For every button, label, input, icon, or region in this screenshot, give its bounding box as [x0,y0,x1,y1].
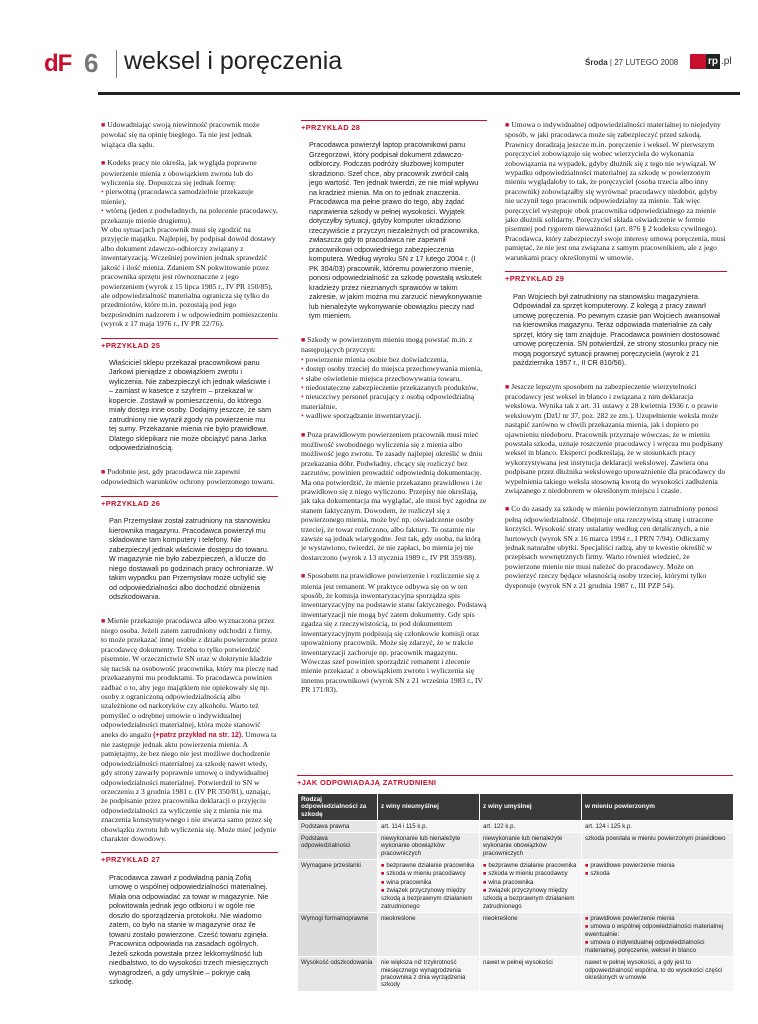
list-item: • wadliwe sporządzanie inwentaryzacji. [301,411,422,421]
table-cell: art. 114 i 115 k.p. [378,820,480,832]
liability-table [297,793,734,992]
liability-table-box [297,775,733,992]
table-cell: ■ prawidłowe powierzenie mienia ■ umowa o wspólnej odpowiedzialności materialnej ewentualnie: ■ umowa o indywidualnej odpowiedzialności materialnej, poręczenie, weksel in blanco [582,912,734,956]
example-box [301,120,487,325]
example-box [101,852,278,990]
table-header-cell: z winy umyślnej [480,794,582,821]
table-cell: niewykonanie lub nienależyte wykonanie obowiązków pracowniczych [480,833,582,860]
paragraph: ■ Jeszcze lepszym sposobem na zabezpieczenie wierzytelności pracodawcy jest weksel in blanco i związana z nim deklaracja wekslowa. Wynika tak z art. 31 ustawy z 28 kwietnia 1936 r. o prawie wekslowym (DzU nr 37, poz. 282 ze zm.). Uzupełnienie weksla może nastąpić zarówno w chwili przekazania mienia, jak i dopiero po ujawnieniu niedoboru. Pracownik przyznaje wówczas, że w mieniu powstała szkoda, uznaje roszczenie pracodawcy i wręcza mu podpisany weksel in blanco. Eksperci podkreślają, że w stosunkach pracy wykorzystywana jest instytucja deklaracji wekslowej. Zawiera ona podpisane przez dłużnika wekslowego upoważnienie dla pracodawcy do wypełnienia takiego weksla stosowną kwotą do wysokości zadłużenia związanego z niedoborem w określonym miejscu i czasie. [505,381,726,495]
table-cell: Podstawa odpowiedzialności [298,833,378,860]
example-heading: +PRZYKŁAD 27 [101,852,278,864]
issue-day: Środa [585,58,608,67]
list-item: • pierwotną (pracodawca samodzielnie przekazuje mienie), [101,187,254,206]
table-cell: Wymogi formalnoprawne [298,912,378,956]
page-number: 6 [84,48,99,78]
table-cell: ■ bezprawne działanie pracownika ■ szkoda w mieniu pracodawcy ■ wina pracownika ■ związek przyczynowy między szkodą a bezprawnym działaniem zatrudnionego [480,860,582,913]
table-header-row [298,794,734,821]
paragraph: ■ Umowa o indywidualnej odpowiedzialności materialnej to niejedyny sposób, w jaki pracodawca może się zabezpieczyć przed szkodą. Prawnicy doradzają jeszcze m.in. poręczenie i weksel. W pierwszym poręczyciel zobowiązuje się wobec wierzyciela do wykonania zobowiązania na wypadek, gdyby dłużnik się z tego nie wywiązał. W wypadku odpowiedzialności materialnej za szkodę w powierzonym mieniu wyglądałoby to tak, że poręczyciel (osoba trzecia albo inny pracownik) zobowiązałby się wyrównać pracodawcy niedobór, gdyby nie uczynił tego pracownik odpowiedzialny za mienie. Tak więc poręczyciel występuje obok pracownika odpowiedzialnego za mienie jako dłużnik solidarny. Poręczyciel składa oświadczenie w formie pisemnej pod rygorem nieważności (art. 876 § 2 kodeksu cywilnego). Pracodawca, który zabezpieczył swoje interesy umową poręczenia, musi pamiętać, że nie jest ona związana z samym pracownikiem, ale z jego warunkami pracy określonymi w umowie. [505,120,726,262]
paragraph: ■ Mienie przekazuje pracodawca albo wyznaczona przez niego osoba. Jeżeli zatem zatrudniony odchodzi z firmy, to może przekazać innej osobie z działu powierzone przez pracodawcę dokumenty. Trzeba to tylko potwierdzić pisemnie. W orzecznictwie SN oraz w doktrynie kładzie się nacisk na osobowość pracownika, który ma pieczę nad przekazanymi mu produktami. To pracodawca powinien zadbać o to, aby jego majątkiem nie opiekowały się np. osoby z ograniczoną odpowiedzialnością albo uzależnione od narkotyków czy alkoholu. Warto też pomyśleć o odrębnej umowie o indywidualnej odpowiedzialności materialnej, która może stanowić aneks do angażu (+patrz przykład na str. 12). Umowa ta nie zastępuje jednak aktu powierzenia mienia. A pamiętajmy, że bez niego nie jest możliwe dochodzenie odpowiedzialności materialnej za szkodę nawet wtedy, gdy strony zawarły poprawnie umowę o indywidualnej odpowiedzialności materialnej. Potwierdził to SN w orzeczeniu z 3 grudnia 1981 r. (IV PR 350/81), uznając, że podpisanie przez pracownika deklaracji o przyjęciu odpowiedzialności za wyliczenie się z mienia nie ma znaczenia konstytutywnego i nie stwarza samo przez się obowiązku zwrotu lub wyliczenia się. Może mieć jedynie charakter dowodowy. [101,615,278,843]
paragraph: ■ Kodeks pracy nie określa, jak wygląda poprawne powierzenie mienia z obowiązkiem zwrotu lub do wyliczenia się. Dopuszcza się jednak formę: [101,158,257,188]
rp-logo-icon [690,54,706,69]
table-row [298,820,734,832]
example-heading: +PRZYKŁAD 28 [301,120,487,132]
table-cell: nawet w pełnej wysokości [480,957,582,991]
list-item: • nieuczciwy personel pracujący z osobą odpowiedzialną materialnie, [301,392,475,411]
example-heading: +PRZYKŁAD 26 [101,496,278,508]
brand-logo: dF [44,50,72,77]
header-rule [98,92,740,95]
table-cell: ■ prawidłowe powierzenie mienia ■ szkoda [582,860,734,913]
page-header [0,0,758,92]
list-item: • wtórną (jeden z podwładnych, na polecenie pracodawcy, przekazuje mienie drugiemu). [101,206,278,225]
table-cell: nie większa niż trzykrotność miesięcznego wynagrodzenia pracownika z dnia wyrządzenia szkody [378,957,480,991]
table-cell: nieokreślone [378,912,480,956]
paragraph: ■ Podobnie jest, gdy pracodawca nie zapewni odpowiednich warunków ochrony powierzonego towaru. [101,466,275,487]
paragraph: ■ Szkody w powierzonym mieniu mogą powstać m.in. z następujących przyczyn: [301,334,473,355]
list-item: • słabe oświetlenie miejsca przechowywania towaru, [301,373,462,383]
issue-date: Środa | 27 LUTEGO 2008 [585,58,679,67]
table-cell: niewykonanie lub nienależyte wykonanie obowiązków pracowniczych [378,833,480,860]
section-title: weksel i poręczenia [124,47,343,75]
column-2 [301,120,487,704]
example-heading: +PRZYKŁAD 25 [101,338,278,350]
paragraph: ■ Sposobem na prawidłowe powierzenie i rozliczenie się z mienia jest remanent. W praktyce odbywa się on w ten sposób, że komisja inwentaryzacyjna sporządza spis inwentaryzacyjny na podstawie stanu faktycznego. Podstawą inwentaryzacji nie mogą być zatem dokumenty. Gdy spis zgadza się z rzeczywistością, to pod dokumentem inwentaryzacyjnym podpisują się członkowie komisji oraz upoważniony pracownik. Może się zdarzyć, że w trakcie inwentaryzacji zachoruje np. pracownik magazynu. Wówczas szef powinien sporządzić remanent i zlecenie mienie przekazać z obowiązkiem zwrotu i wyliczenia się innemu pracownikowi (wyrok SN z 21 września 1983 r., IV PR 171/83). [301,571,487,695]
site-pl: .pl [721,56,732,67]
example-text: Pan Wojciech był zatrudniony na stanowisku magazyniera. Odpowiadał za sprzęt komputerowy. Z kolegą z pracy zawarł umowę poręczenia. Po pewnym czasie pan Wojciech awansował na kierownika magazynu. Teraz odpowiada materialnie za cały sprzęt, który się tam znajduje. Pracodawca powinien dostosować umowę poręczenia. SN potwierdził, że strony stosunku pracy nie mogą pogorszyć sytuacji prawnej poręczyciela (wyrok z 21 października 1957 r., II CR 810/56). [513,291,720,367]
paragraph: W obu sytuacjach pracownik musi się zgodzić na przyjęcie majątku. Najlepiej, by podpisał dowód dostawy albo dokument zdawczo-odbiorczy związany z inwentaryzacją. Wcześniej powinien jednak sprawdzić jakość i ilość mienia. Zdaniem SN pokwitowanie przez pracownika sprzętu jest równoznaczne z jego powierzeniem (wyrok z 15 lipca 1985 r., IV PR 150/85), ale odpowiedzialność materialna ogranicza się tylko do przedmiotów, które m.in. pozostają pod jego bezpośrednim nadzorem i w odpowiednim pomieszczeniu (wyrok z 17 maja 1976 r., IV PR 22/76). [101,225,278,329]
column-3 [505,120,727,599]
column-1 [101,120,278,1001]
table-cell: art. 124 i 125 k.p. [582,820,734,832]
table-cell: nieokreślone [480,912,582,956]
table-row [298,912,734,956]
header-divider [116,50,117,78]
table-header-cell: Rodzaj odpowiedzialności za szkodę [298,794,378,821]
cross-reference-link[interactable]: (+patrz przykład na str. 12). [153,731,244,739]
list-item: • niedostateczne zabezpieczenie przekazanych produktów, [301,382,479,392]
table-row [298,957,734,991]
table-cell: Wymagane przesłanki [298,860,378,913]
issue-date-text: 27 LUTEGO 2008 [614,58,679,67]
list-item: • dostęp osoby trzeciej do miejsca przechowywania mienia, [301,364,483,374]
example-text: Pracodawca zawarł z podwładną panią Zofią umowę o wspólnej odpowiedzialności materialnej. Miała ona odpowiadać za towar w magazynie. Nie pokwitowała jednak jego odbioru i w ogóle nie doszło do sporządzenia protokołu. Nie wiadomo zatem, co było na stanie w magazynie oraz ile towaru zostało powierzone. Cześć towaru zginęła. Pracownica odpowiada na zasadach ogólnych. Jeżeli szkoda powstała przez lekkomyślność lub niedbalstwo, to do wysokości trzech miesięcznych wynagrodzeń, a gdy umyślnie – pokryje całą szkodę. [109,872,269,987]
paragraph: ■ Co do zasady za szkodę w mieniu powierzonym zatrudniony ponosi pełną odpowiedzialność. Obejmuje ona rzeczywistą stratę i utracone korzyści. Wysokość straty ustalamy według cen detalicznych, a nie hurtowych (wyrok SN z 16 marca 1994 r., I PRN 7/94). Odliczamy jednak naturalne ubytki. Specjaliści radzą, aby te kwestie określić w przepisach wewnętrznych firmy. Warto również wiedzieć, że powierzone mienie nie musi należeć do pracodawcy. Może on powierzyć rzeczy będące własnością osoby trzeciej, którymi tylko dysponuje (wyrok SN z 21 grudnia 1987 r., III PZP 54). [505,504,719,590]
example-box [101,338,278,457]
example-heading: +PRZYKŁAD 29 [505,271,727,283]
table-cell: szkoda powstała w mieniu powierzonym prawidłowo [582,833,734,860]
list-item: • powierzenie mienia osobie bez doświadczenia, [301,354,448,364]
example-box [101,496,278,606]
table-header-cell: w mieniu powierzonym [582,794,734,821]
example-box [505,271,727,371]
table-cell: Wysokość odszkodowania [298,957,378,991]
table-header-cell: z winy nieumyślnej [378,794,480,821]
table-row [298,833,734,860]
table-cell: art. 122 k.p. [480,820,582,832]
table-title: +JAK ODPOWIADAJĄ ZATRUDNIENI [297,775,733,787]
paragraph: ■ Poza prawidłowym powierzeniem pracownik musi mieć możliwość swobodnego wyliczenia się z mienia albo możliwość jego zwrotu. Te zasady najlepiej określić w dniu przekazania dóbr. Podwładny, chcący się rozliczyć bez zarzutów, powinien prowadzić odpowiednią dokumentację. Ma ona potwierdzić, że mienie przekazano prawidłowo i że prawidłowo się z niego wyliczono. Przepisy nie określają, jak taka dokumentacja ma wyglądać, ale musi być zgodna ze stanem faktycznym. Dowodem, że rozliczył się z powierzonego mienia, może być np. oświadczenie osoby trzeciej, że towar rozliczono, albo faktury. Te ostatnie nie zawsze są jednak wiarygodne. Jest tak, gdy osoba, na którą je wystawiono, twierdzi, że nie zapłaci, bo mienia jej nie dostarczono (wyrok z 13 stycznia 1989 r., IV PR 359/88). [301,429,487,562]
example-text: Właściciel sklepu przekazał pracownikowi panu Jarkowi pieniądze z obowiązkiem zwrotu i wyliczenia. Nie zabezpieczył ich jednak właściwie i – zamiast w kasetce z szyfrem – przekazał w kopercie. Zostawił w pomieszczeniu, do którego miały dostęp inne osoby. Dodajmy jeszcze, że sam zatrudniony nie wyraził zgody na powierzenie mu tej sumy. Przekazanie mienia nie było prawidłowe. Dlatego sklepikarz nie może obciążyć pana Jarka odpowiedzialnością. [109,357,272,453]
table-cell: nawet w pełnej wysokości, a gdy jest to odpowiedzialność wspólna, to do wysokości części określonych w umowie [582,957,734,991]
example-text: Pracodawca powierzył laptop pracownikowi panu Grzegorzowi, który podpisał dokument zdawczo-odbiorczy. Podczas podróży służbowej komputer skradziono. Szef chce, aby pracownik zwrócił całą jego wartość. Ten jednak twierdzi, że nie miał wpływu na kradzież mienia. Ma on to jednak znaczenia. Pracodawca ma pełne prawo do tego, aby żądać naprawienia szkody w pełnej wysokości. Wyjątek dotyczyłby sytuacji, gdyby komputer ukradziono rzeczywiście z przyczyn niezależnych od pracownika, zwłaszcza gdy to pracodawca nie zapewnił pracownikowi odpowiedniego zabezpieczenia komputera. Według wyroku SN z 17 lutego 2004 r. (I PK 304/03) pracownik, któremu powierzono mienie, ponosi odpowiedzialność za szkodę powstałą wskutek kradzieży przez nieznanych sprawców w takim zakresie, w jakim można mu zarzucić niewykonywanie lub nienależyte wykonywanie obowiązku pieczy nad tym mieniem. [309,140,482,321]
paragraph: ■ Udowadniając swoją niewinność pracownik może powołać się na opinię biegłego. Ta nie jest jednak wiążąca dla sądu. [101,120,260,149]
site-rp: rp [708,56,718,67]
table-cell: ■ bezprawne działanie pracownika ■ szkoda w mieniu pracodawcy ■ wina pracownika ■ związek przyczynowy między szkodą a bezprawnym działaniem zatrudnionego [378,860,480,913]
table-row [298,860,734,913]
table-cell: Podstawa prawna [298,820,378,832]
example-text: Pan Przemysław został zatrudniony na stanowisku kierownika magazynu. Pracodawca powierzył mu składowane tam komputery i telefony. Nie zabezpieczył jednak właściwie dostępu do towaru. W magazynie nie było zabezpieczeń, a klucze do niego dostawali po godzinach pracy ochroniarze. W takim wypadku pan Przemysław może uchylić się od odpowiedzialności albo dochodzić obniżenia odszkodowania. [109,516,274,602]
